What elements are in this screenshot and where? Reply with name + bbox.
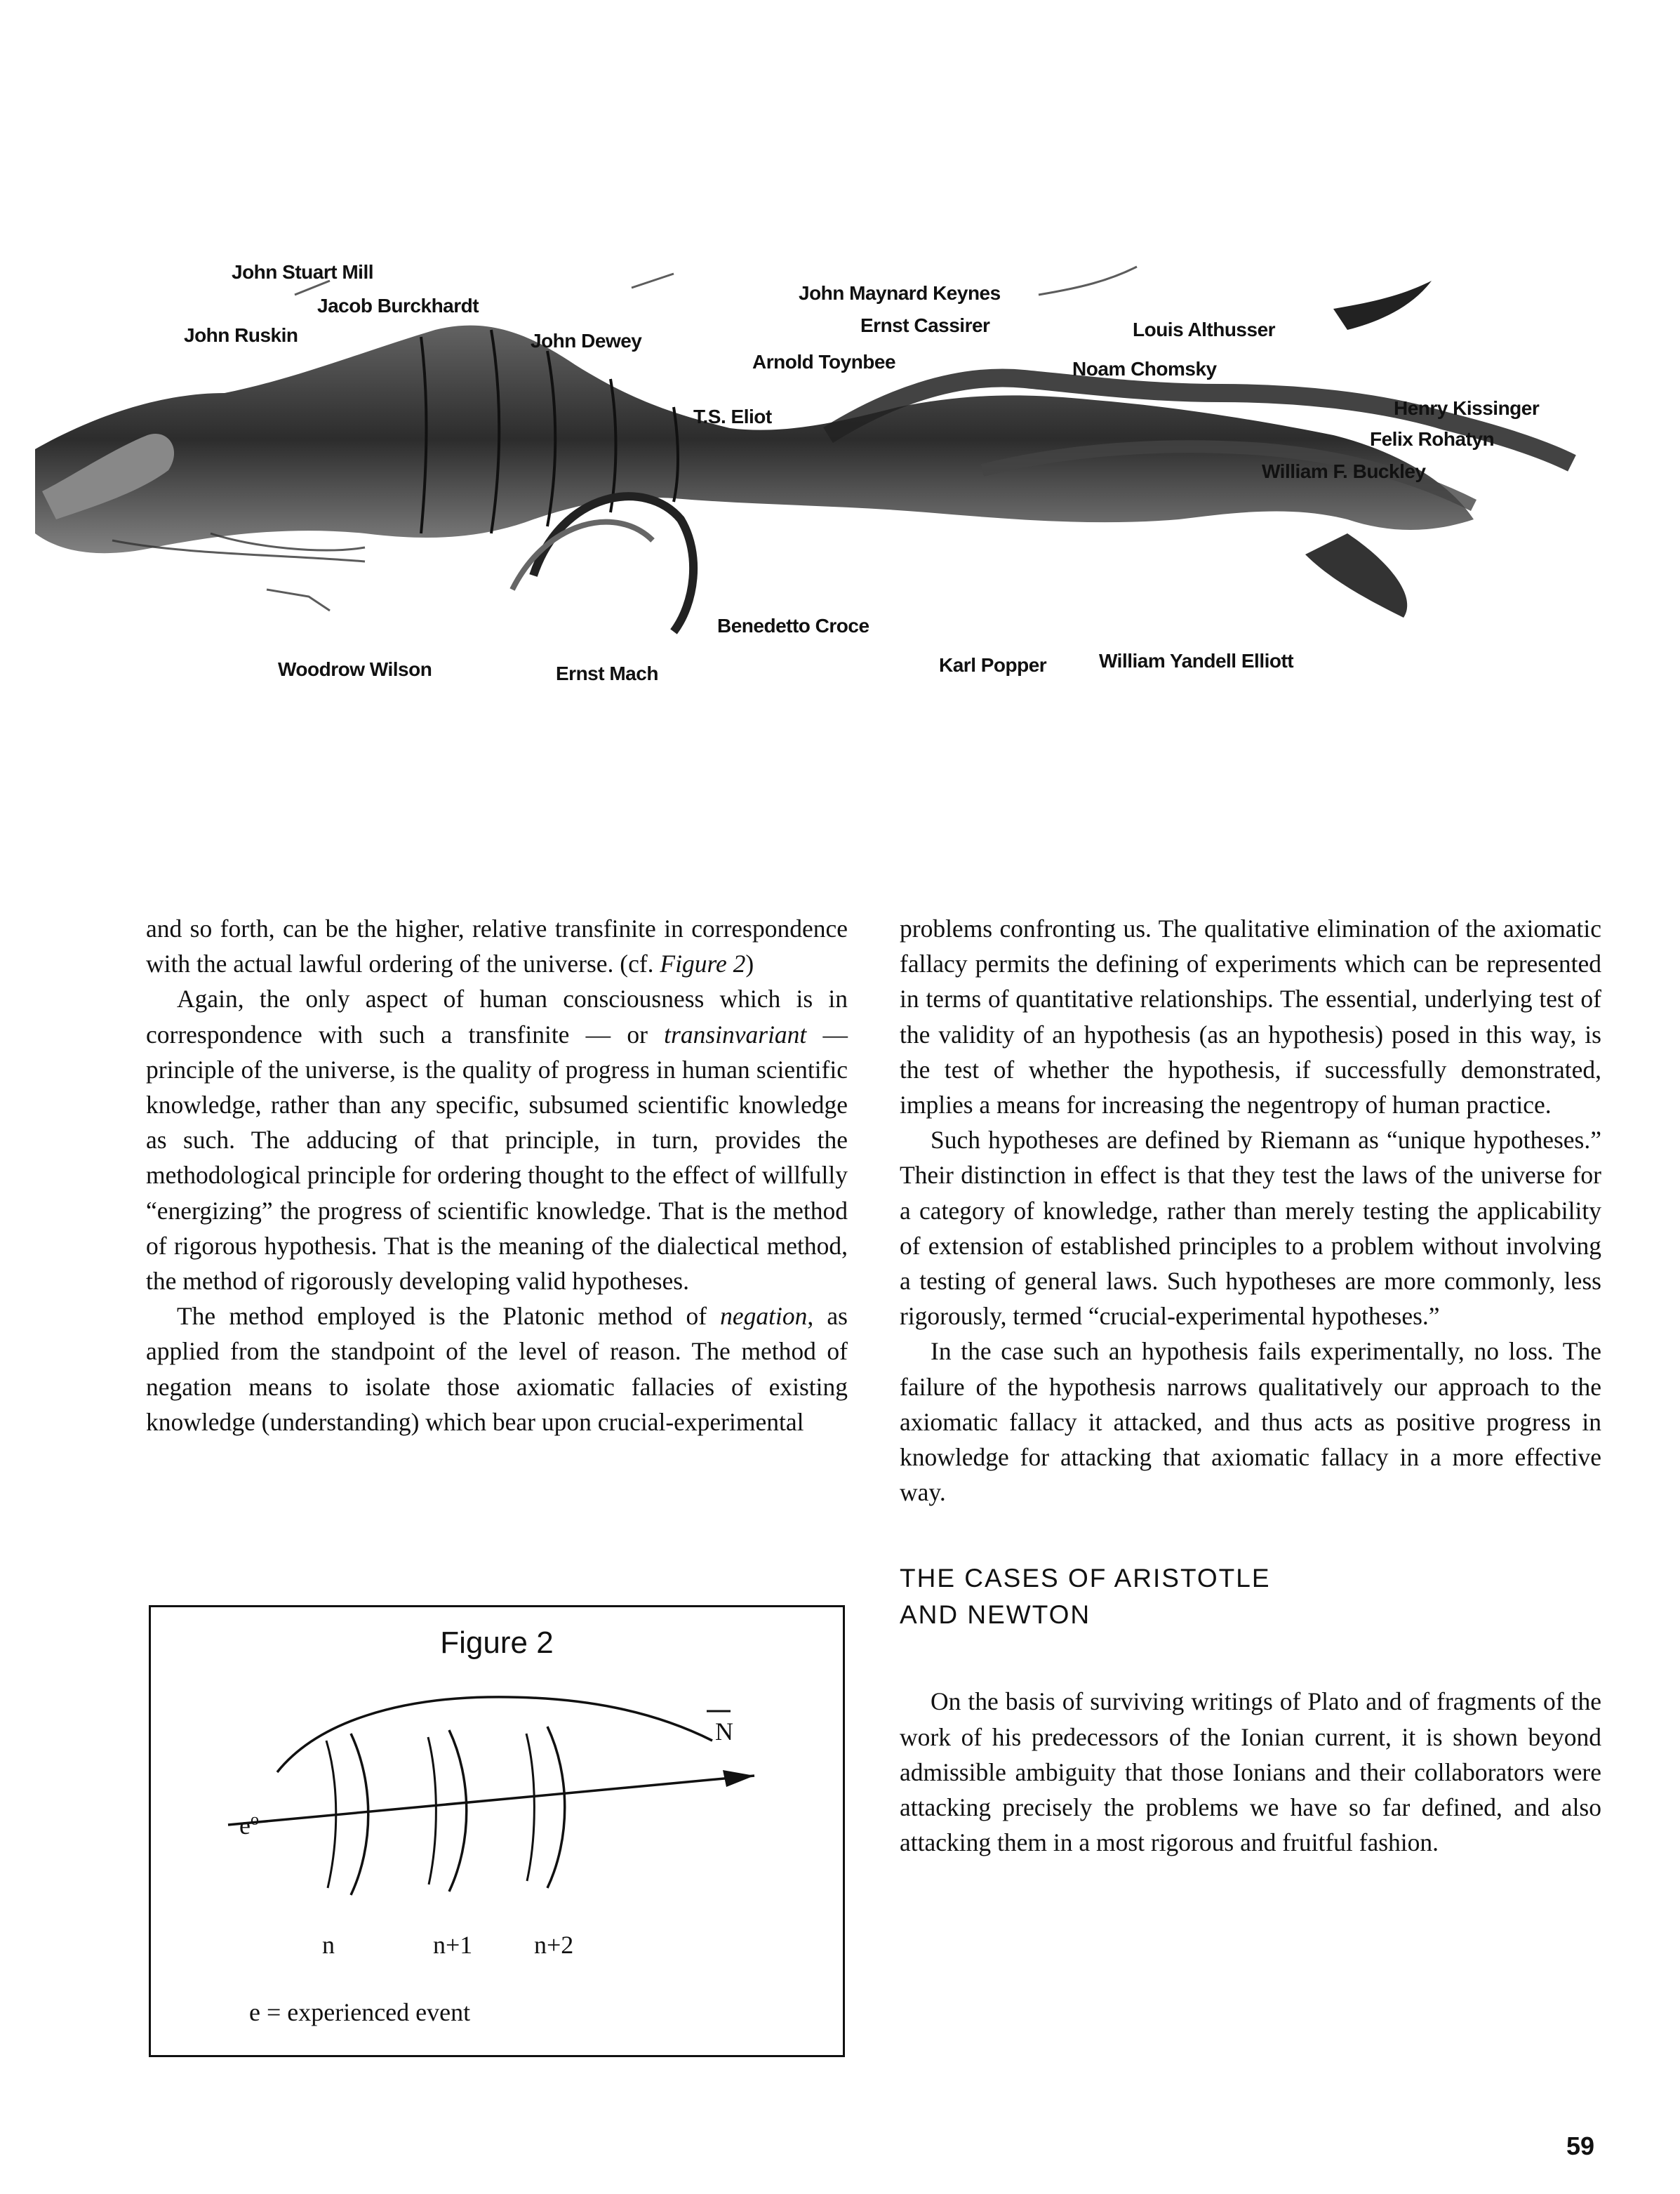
name-label: John Ruskin (184, 324, 298, 346)
name-label: John Maynard Keynes (799, 282, 1001, 304)
section-heading: THE CASES OF ARISTOTLE AND NEWTON (900, 1564, 1271, 1630)
paragraph: On the basis of surviving writings of Plato and of fragments of the work of his predecessors of the Ionian current, it is shown beyond admissible ambiguity that those Ionians and their collaborators were attacking precisely the problems we have so far defined, and also attacking them in a most rigorous and fruitful fashion. (900, 1687, 1601, 1857)
name-label: John Dewey (531, 330, 642, 352)
left-column (146, 911, 848, 1440)
name-label: Louis Althusser (1133, 319, 1276, 340)
name-label: John Stuart Mill (232, 261, 373, 283)
label-n-plus-2: n+2 (534, 1931, 574, 1959)
figure-title: Figure 2 (440, 1625, 554, 1660)
paragraph: Again, the only aspect of human consciousness which is in correspondence with such a transfinite — or transinvariant — principle of the universe, is the quality of progress in human scientific knowledge, rather than any specific, subsumed scientific knowledge as such. The adducing of that principle, in turn, provides the methodological principle for ordering thought to the effect of willfully “energizing” the progress of scientific knowledge. That is the method of rigorous hypothesis. That is the meaning of the dialectical method, the method of rigorously developing valid hypotheses. (146, 985, 848, 1296)
right-column (900, 911, 1601, 1860)
label-e0: $e^o$ (239, 1811, 259, 1840)
label-n: n (322, 1931, 335, 1959)
name-label: Jacob Burckhardt (317, 295, 479, 317)
figure-caption: e = experienced event (249, 1998, 471, 2026)
name-label: William Yandell Elliott (1099, 650, 1294, 672)
serpent-illustration (0, 0, 1680, 737)
name-label: Henry Kissinger (1394, 397, 1540, 419)
name-label: Ernst Mach (556, 663, 658, 684)
name-label: Woodrow Wilson (278, 658, 432, 680)
name-label: Noam Chomsky (1072, 358, 1217, 380)
paragraph: In the case such an hypothesis fails experimentally, no loss. The failure of the hypothesis narrows qualitatively our approach to the axiomatic fallacy it attacked, and thus acts as positive progress in knowledge for attacking that axiomatic fallacy in a more effective way. (900, 1337, 1601, 1507)
name-label: William F. Buckley (1262, 460, 1426, 482)
name-label: Arnold Toynbee (752, 351, 896, 373)
figure-2-box (149, 1605, 845, 2057)
name-label: Benedetto Croce (717, 615, 869, 637)
paragraph: and so forth, can be the higher, relative transfinite in correspondence with the actual lawful ordering of the universe. (cf. Figure 2) (146, 915, 848, 978)
name-label: Felix Rohatyn (1370, 428, 1495, 450)
name-label: Karl Popper (939, 654, 1047, 676)
label-n-plus-1: n+1 (433, 1931, 473, 1959)
label-N: N (715, 1717, 733, 1746)
paragraph: The method employed is the Platonic method of negation, as applied from the standpoint of the level of reason. The method of negation means to isolate those axiomatic fallacies of existing knowledge (understanding) which bear upon crucial-experimental (146, 1302, 848, 1436)
name-label: T.S. Eliot (693, 406, 772, 427)
page-number: 59 (1566, 2132, 1595, 2160)
paragraph: problems confronting us. The qualitative elimination of the axiomatic fallacy permits the defining of experiments which can be represented in terms of quantitative relationships. The essential, underlying test of the validity of an hypothesis (as an hypothesis) posed in this way, is the test of whether the hypothesis, if successfully demonstrated, implies a means for increasing the negentropy of human practice. (900, 915, 1601, 1119)
paragraph: Such hypotheses are defined by Riemann as “unique hypotheses.” Their distinction in effect is that they test the laws of the universe for a category of knowledge, rather than merely testing the applicability of extension of established principles to a problem without involving a testing of general laws. Such hypotheses are more commonly, less rigorously, termed “crucial-experimental hypotheses.” (900, 1126, 1601, 1331)
name-label: Ernst Cassirer (860, 314, 990, 336)
